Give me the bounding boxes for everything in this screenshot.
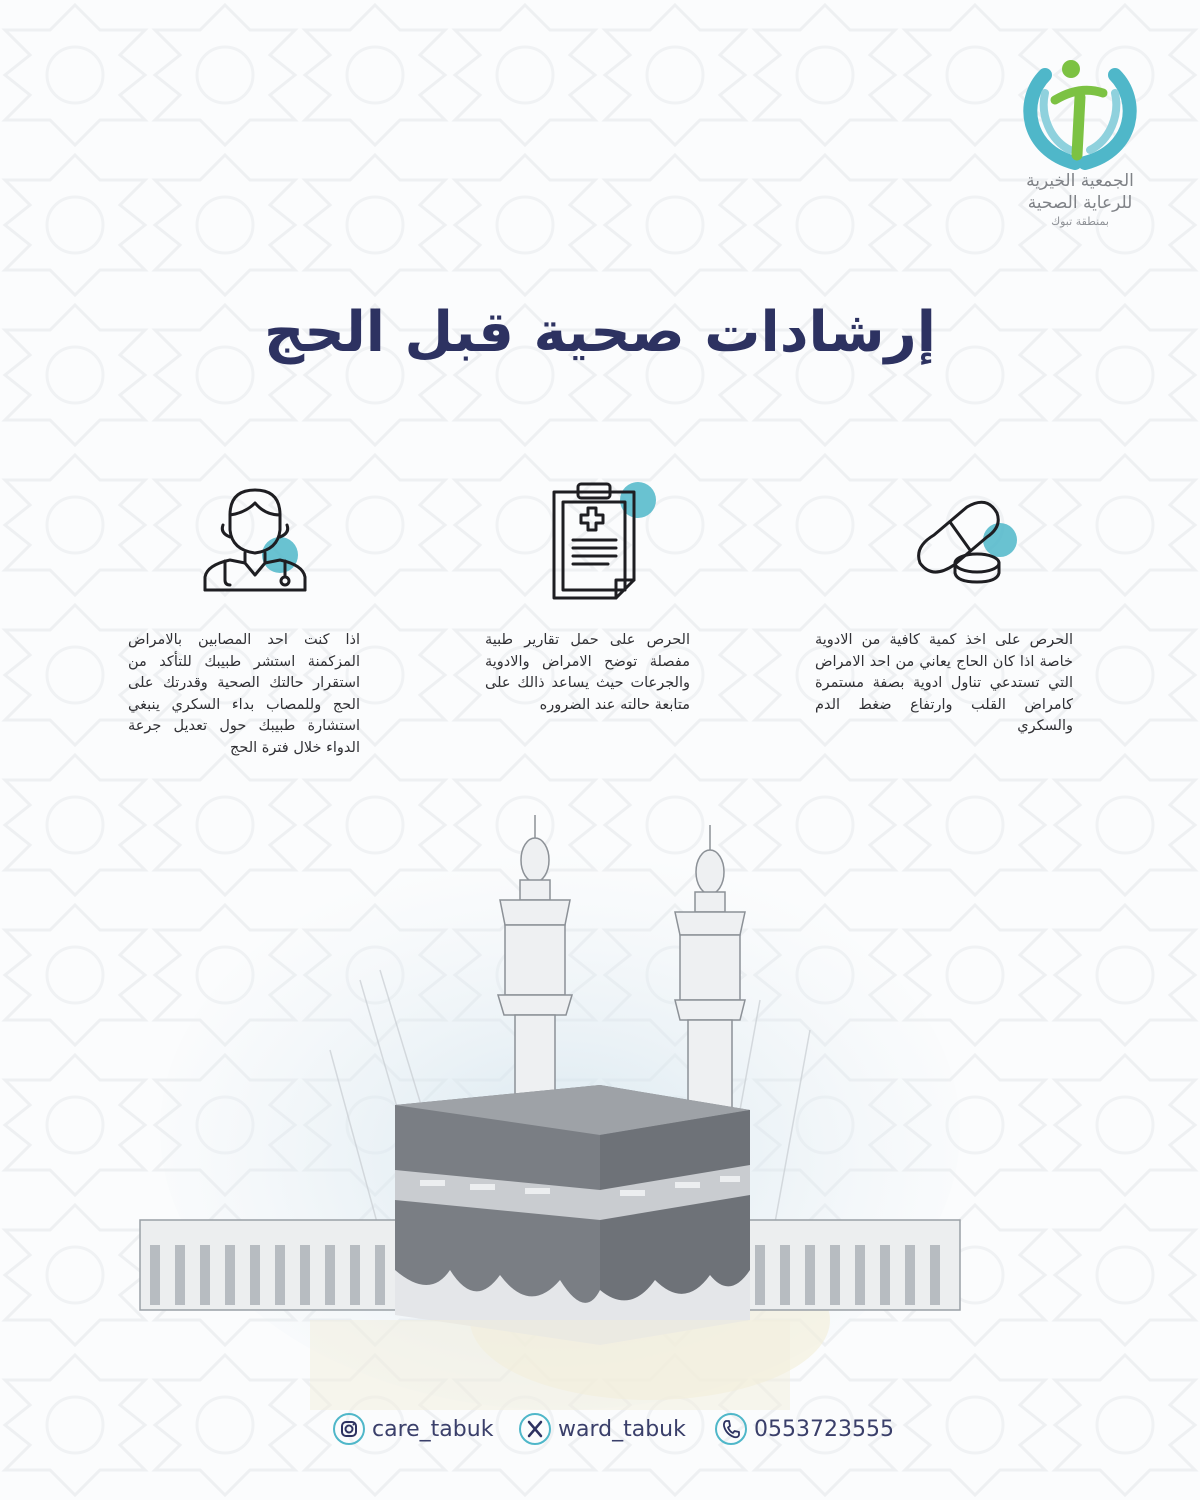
tip-text-medical-reports: الحرص على حمل تقارير طبية مفصلة توضح الامراض والادوية والجرعات حيث يساعد ذالك على متابعة حالته عند الضروره	[485, 632, 690, 713]
tip-text-doctor-consultation: اذا كنت احد المصابين بالامراض المزكمنة استشر طبيبك للتأكد من استقرار حالتك الصحية وقدرتك على الحج وللمصاب بداء السكري ينبغي استشارة طبيبك حول تعديل جرعة الدواء خلال فترة الحج	[128, 632, 360, 756]
pills-icon	[919, 502, 1017, 582]
kaaba-illustration	[130, 800, 970, 1410]
page-title: إرشادات صحية قبل الحج	[264, 300, 936, 365]
phone-number: 0553723555	[754, 1416, 894, 1442]
x-contact[interactable]	[518, 1405, 686, 1453]
logo-emblem-icon	[1015, 55, 1145, 170]
tip-text-medication-supply: الحرص على اخذ كمية كافية من الادوية خاصة اذا كان الحاج يعاني من احد الامراض التي تستدعي تناول ادوية بصفة مستمرة كامراض القلب وارتفاع ضغط الدم والسكري	[815, 632, 1073, 734]
organization-logo	[1000, 55, 1160, 230]
doctor-icon	[195, 485, 310, 600]
logo-name-line2: للرعاية الصحية	[1027, 193, 1133, 213]
instagram-contact[interactable]	[332, 1405, 493, 1453]
medical-report-icon	[548, 480, 663, 605]
logo-region: بمنطقة تبوك	[1051, 215, 1109, 228]
footer-contacts	[0, 1405, 1200, 1455]
x-logo-icon	[518, 1412, 552, 1446]
x-handle: ward_tabuk	[558, 1416, 686, 1442]
instagram-handle: care_tabuk	[372, 1416, 494, 1442]
logo-name-line1: الجمعية الخيرية	[1026, 171, 1134, 191]
instagram-icon	[332, 1412, 366, 1446]
phone-icon	[714, 1412, 748, 1446]
phone-contact[interactable]	[714, 1405, 894, 1453]
